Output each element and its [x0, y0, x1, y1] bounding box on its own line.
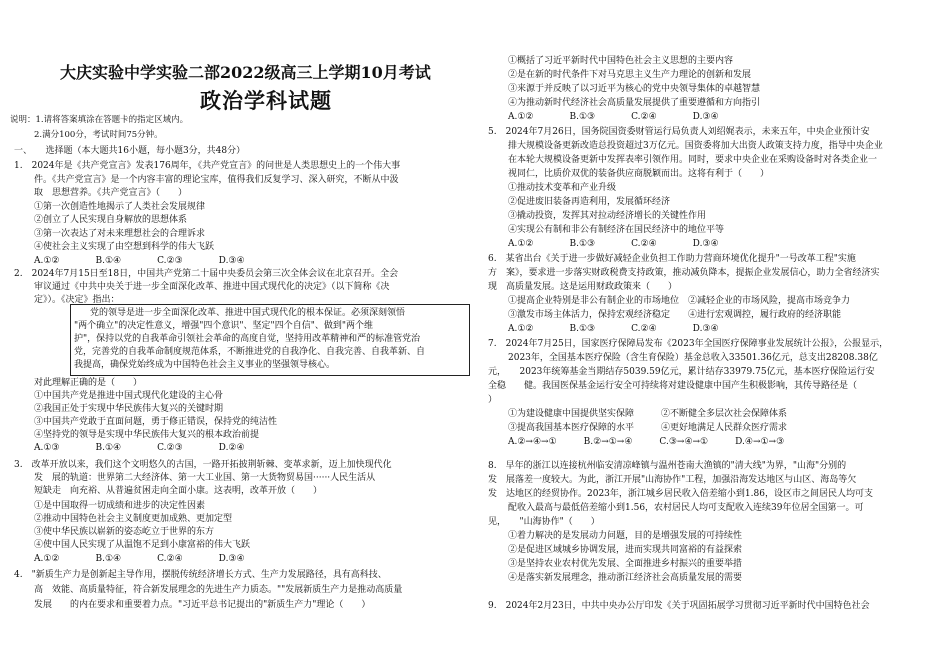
- q3-line-3: 短缺走 向充裕、从普遍贫困走向全面小康。这表明，改革开放（ ）: [34, 486, 323, 496]
- q2-option-1: ①中国共产党是推进中国式现代化建设的主心骨: [34, 391, 224, 401]
- q2-quote-4: 党，完善党的自我革命制度规范体系，不断推进党的自我净化、自我完善、自我革新、自: [74, 347, 426, 357]
- q4-option-4: ④为推动新时代经济社会高质量发展提供了重要遵循和方向指引: [508, 98, 761, 108]
- section-heading: 一、 选择题（本大题共16小题，每小题3分，共48分）: [14, 146, 246, 156]
- q2-option-2: ②我国正处于实现中华民族伟大复兴的关键时期: [34, 404, 224, 414]
- q2-quote-3: 护"，保持以党的自我革命引领社会革命的高度自觉，坚持用改革精神和严的标准管党治: [74, 334, 421, 344]
- q5-option-2: ②促进废旧装备再造利用，发展循环经济: [508, 197, 671, 207]
- note-line-1: 说明：1.请将答案填涂在答题卡的指定区域内。: [10, 115, 189, 125]
- q4-option-3: ③来源于并反映了以习近平为核心的党中央领导集体的卓越智慧: [508, 84, 761, 94]
- q6-line-3: 现 高质量发展。这是运用财政政策来（ ）: [488, 282, 678, 292]
- q4-line-3: 发展 的内在要求和重要着力点。"习近平总书记提出的"新质生产力"理论（ ）: [34, 600, 371, 610]
- q7-line-4: 全稳 健。我国医保基金运行安全可持续将对建设健康中国产生积极影响，其传导路径是（: [488, 381, 858, 391]
- q2-line-2: 审议通过《中共中央关于进一步全面深化改革、推进中国式现代化的决定》（以下简称《决: [34, 282, 390, 292]
- left-column: [10, 0, 475, 671]
- q1-option-4: ④使社会主义实现了由空想到科学的伟大飞跃: [34, 242, 215, 252]
- q1-option-1: ①第一次创造性地揭示了人类社会发展规律: [34, 202, 206, 212]
- q8-option-4: ④是落实新发展理念，推动浙江经济社会高质量发展的需要: [508, 573, 743, 583]
- q7-option-1-2: ①为建设健康中国提供坚实保障 ②不断健全多层次社会保障体系: [508, 409, 788, 419]
- q5-option-1: ①推动技术变革和产业升级: [508, 183, 617, 193]
- q9-line-1: 9. 2024年2月23日，中共中央办公厅印发《关于巩固拓展学习贯彻习近平新时代中国特色社会: [488, 601, 870, 611]
- q7-line-5: ）: [488, 395, 498, 405]
- q7-choices: A.②→④→① B.②→①→④ C.③→④→① D.④→①→③: [508, 437, 785, 447]
- q2-line-1: 2. 2024年7月15日至18日，中国共产党第二十届中央委员会第三次全体会议在北京召开。全会: [14, 269, 399, 279]
- q3-line-1: 3. 改革开放以来，我们这个文明悠久的古国，一路开拓披荆斩棘、变革求新，迈上加快现代化: [14, 460, 392, 470]
- q8-option-1: ①着力解决的是发展动力问题，目的是增强发展的可持续性: [508, 531, 743, 541]
- q6-line-1: 6. 某省出台《关于进一步做好减轻企业负担工作助力营商环境优化提升"一号改革工程"实施: [488, 254, 856, 264]
- q7-line-2: 2023年，全国基本医疗保险（含生育保险）基金总收入33501.36亿元，总支出28208.38亿: [508, 353, 878, 363]
- q1-option-3: ③第一次表达了对未来理想社会的合理诉求: [34, 229, 206, 239]
- q2-stem: 对此理解正确的是（ ）: [34, 378, 143, 388]
- q8-line-3: 发 达地区的经贸协作。2023年，浙江城乡居民收入倍差缩小到1.86，设区市之间居民人均可支: [488, 489, 873, 499]
- q5-line-4: 视同仁，比质价双优的装备供应商脱颖而出。这将有利于（ ）: [508, 169, 770, 179]
- q3-line-2: 发 展的轨道：世界第二大经济体、第一大工业国、第一大货物贸易国······人民生活从: [34, 473, 376, 483]
- q8-line-2: 发 展落差一度较大。为此，浙江开展"山海协作"工程，加强沿海发达地区与山区、海岛等欠: [488, 475, 857, 485]
- q6-option-1-2: ①提高企业特别是非公有制企业的市场地位 ②减轻企业的市场风险，提高市场竞争力: [508, 296, 851, 306]
- q8-line-5: 见， "山海协作"（ ）: [488, 517, 600, 527]
- q7-line-1: 7. 2024年7月25日，国家医疗保障局发布《2023年全国医疗保障事业发展统计公报》，公报显示，: [488, 339, 889, 349]
- q4-option-2: ②是在新的时代条件下对马克思主义生产力理论的创新和发展: [508, 70, 752, 80]
- q6-option-3-4: ③激发市场主体活力，保持宏观经济稳定 ④进行宏观调控，履行政府的经济职能: [508, 310, 842, 320]
- q5-choices: A.①② B.①③ C.②④ D.③④: [508, 239, 719, 249]
- q5-line-2: 排大规模设备更新改造总投资超过3万亿元。国资委将加大出资人政策支持力度，指导中央企业: [508, 141, 883, 151]
- q1-line-2: 件。《共产党宣言》是一个内容丰富的理论宝库，值得我们反复学习、深入研究，不断从中汲: [34, 175, 399, 185]
- q5-line-1: 5. 2024年7月26日，国务院国资委财管运行局负责人刘绍娓表示，未来五年，中央企业预计安: [488, 127, 870, 137]
- q2-quote-2: "两个确立"的决定性意义，增强"四个意识"、坚定"四个自信"、做到"两个维: [74, 321, 373, 331]
- q5-option-3: ③撬动投资，发挥其对拉动经济增长的关键性作用: [508, 211, 707, 221]
- q5-option-4: ④实现公有制和非公有制经济在国民经济中的地位平等: [508, 225, 725, 235]
- q1-choices: A.①② B.①④ C.②③ D.③④: [34, 256, 245, 266]
- q1-line-1: 1. 2024年是《共产党宣言》发表176周年，《共产党宣言》的问世是人类思想史上的一个伟大事: [14, 161, 401, 171]
- q7-option-3-4: ③提高我国基本医疗保障的水平 ④更好地满足人民群众医疗需求: [508, 423, 788, 433]
- q3-option-1: ①是中国取得一切成绩和进步的决定性因素: [34, 501, 206, 511]
- q2-quote-1: 党的领导是进一步全面深化改革、推进中国式现代化的根本保证。必须深刻领悟: [90, 308, 406, 318]
- q8-line-4: 配收入最高与最低倍差缩小到1.56，农村居民人均可支配收入连续39年位居全国第一。可: [508, 503, 864, 513]
- q7-line-3: 元， 2023年统筹基金当期结存5039.59亿元，累计结存33979.75亿元，基本医疗保险运行安: [488, 367, 875, 377]
- q1-option-2: ②创立了人民实现自身解放的思想体系: [34, 215, 188, 225]
- q6-choices: A.①② B.①③ C.②④ D.③④: [508, 324, 719, 334]
- q4-line-1: 4. "新质生产力是创新起主导作用，摆脱传统经济增长方式、生产力发展路径，具有高科技、: [14, 570, 387, 580]
- note-line-2: 2.满分100分，考试时间75分钟。: [34, 130, 163, 140]
- right-column: [478, 0, 940, 671]
- q8-option-3: ③是坚持农业农村优先发展、全面推进乡村振兴的重要举措: [508, 559, 743, 569]
- q4-choices: A.①② B.①③ C.②④ D.③④: [508, 112, 719, 122]
- q2-option-3: ③中国共产党敢于直面问题，勇于修正错误，保持党的纯洁性: [34, 417, 278, 427]
- q3-option-2: ②推动中国特色社会主义制度更加成熟、更加定型: [34, 514, 233, 524]
- q8-option-2: ②是促进区域城乡协调发展，进而实现共同富裕的有益探索: [508, 545, 743, 555]
- q2-line-3: 定》）。《决定》指出：: [34, 295, 120, 305]
- q2-option-4: ④坚持党的领导是实现中华民族伟大复兴的根本政治前提: [34, 430, 260, 440]
- q3-choices: A.①② B.①④ C.②④ D.③④: [34, 554, 245, 564]
- exam-subtitle: 政治学科试题: [200, 88, 332, 113]
- q3-option-4: ④使中国人民实现了从温饱不足到小康富裕的伟大飞跃: [34, 540, 251, 550]
- q8-line-1: 8. 早年的浙江以连接杭州临安清凉峰镇与温州苍南大渔镇的"清大线"为界，"山海"分别的: [488, 461, 847, 471]
- q2-choices: A.①③ B.①④ C.②③ D.②④: [34, 443, 245, 453]
- exam-title: 大庆实验中学实验二部2022级高三上学期10月考试: [60, 63, 431, 82]
- q4-option-1: ①概括了习近平新时代中国特色社会主义思想的主要内容: [508, 56, 734, 66]
- q3-option-3: ③使中华民族以崭新的姿态屹立于世界的东方: [34, 527, 215, 537]
- q1-line-3: 取 思想营养。《共产党宣言》（ ）: [34, 188, 188, 198]
- q5-line-3: 在本轮大规模设备更新中发挥表率引领作用。同时，要求中央企业在采购设备时对各类企业一: [508, 155, 878, 165]
- q6-line-2: 方 案》，要求进一步落实财政税费支持政策，推动减负降本，提振企业发展信心，助力全省经济实: [488, 268, 880, 278]
- q4-line-2: 高 效能、高质量特征，符合新发展理念的先进生产力质态。""发展新质生产力是推动高质量: [34, 585, 403, 595]
- q2-quote-5: 我提高，确保党始终成为中国特色社会主义事业的坚强领导核心。: [74, 360, 336, 370]
